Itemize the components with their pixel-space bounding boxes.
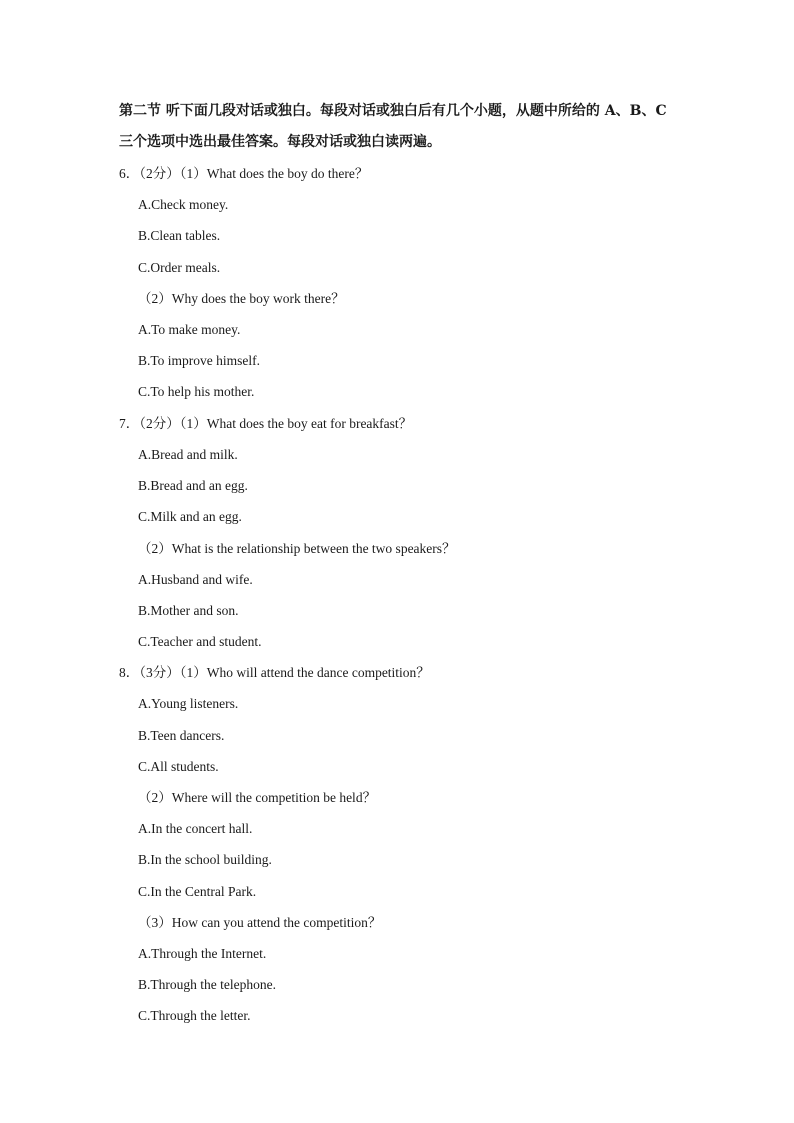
question-8-part-1: 8．（3分）（1）Who will attend the dance competition？ (119, 665, 430, 680)
question-8-1-option-c: C.All students. (138, 759, 219, 774)
question-7-2-option-b: B.Mother and son. (138, 603, 239, 618)
question-8-part-3: （3）How can you attend the competition？ (138, 915, 382, 930)
question-8-1-option-a: A.Young listeners. (138, 696, 239, 711)
question-8-2-option-b: B.In the school building. (138, 852, 272, 867)
question-8-3-option-b: B.Through the telephone. (138, 977, 276, 992)
question-8-1-option-b: B.Teen dancers. (138, 728, 225, 743)
question-6-1-option-b: B.Clean tables. (138, 228, 221, 243)
question-7-2-option-a: A.Husband and wife. (138, 572, 253, 587)
question-6-1-option-a: A.Check money. (138, 197, 229, 212)
question-6-part-2: （2）Why does the boy work there？ (138, 291, 345, 306)
section-heading-line-1: 第二节 听下面几段对话或独白。每段对话或独白后有几个小题，从题中所给的 A、B、C (119, 103, 667, 119)
question-7-1-option-b: B.Bread and an egg. (138, 478, 248, 493)
question-6-2-option-b: B.To improve himself. (138, 353, 261, 368)
question-7-part-2: （2）What is the relationship between the two speakers？ (138, 541, 456, 556)
question-8-part-2: （2）Where will the competition be held？ (138, 790, 377, 805)
question-7-2-option-c: C.Teacher and student. (138, 634, 262, 649)
question-7-part-1: 7．（2分）（1）What does the boy eat for breakfast？ (119, 416, 413, 431)
question-8-2-option-a: A.In the concert hall. (138, 821, 253, 836)
question-6-part-1: 6．（2分）（1）What does the boy do there？ (119, 166, 369, 181)
question-8-3-option-c: C.Through the letter. (138, 1008, 251, 1023)
question-6-2-option-c: C.To help his mother. (138, 384, 255, 399)
question-6-2-option-a: A.To make money. (138, 322, 241, 337)
question-8-3-option-a: A.Through the Internet. (138, 946, 267, 961)
question-8-2-option-c: C.In the Central Park. (138, 884, 257, 899)
question-7-1-option-a: A.Bread and milk. (138, 447, 238, 462)
question-6-1-option-c: C.Order meals. (138, 260, 221, 275)
section-heading-line-2: 三个选项中选出最佳答案。每段对话或独白读两遍。 (119, 134, 441, 150)
question-7-1-option-c: C.Milk and an egg. (138, 509, 242, 524)
